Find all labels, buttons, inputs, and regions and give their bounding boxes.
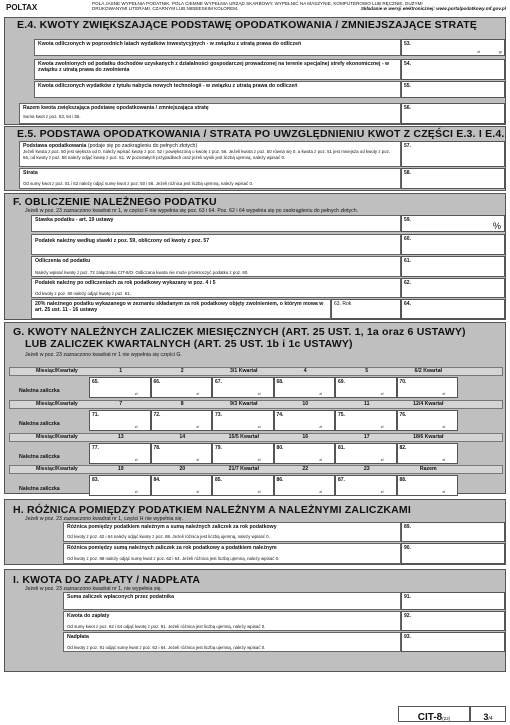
row-92-text: Kwota do zapłaty <box>67 613 110 619</box>
installment-field-number: 82. <box>399 445 407 451</box>
period-header: 2 <box>180 368 184 374</box>
period-header: 19 <box>117 466 124 472</box>
section-g <box>4 322 506 494</box>
installment-field-unit: zł <box>442 490 445 494</box>
form-version: (22) <box>442 716 451 721</box>
installment-field-unit: zł <box>134 392 138 396</box>
page-total: /4 <box>488 716 493 722</box>
period-header: 1 <box>119 368 123 374</box>
installment-field-number: 81. <box>338 445 345 451</box>
installment-field-unit: zł <box>380 392 384 396</box>
installment-field-number: 78. <box>153 445 161 451</box>
field-54[interactable] <box>401 59 505 80</box>
row-58-label <box>19 168 401 189</box>
period-header: 5 <box>365 368 369 374</box>
installment-field-number: 67. <box>215 379 222 385</box>
field-62-number: 62. <box>404 280 411 286</box>
installment-field-unit: zł <box>442 392 445 396</box>
installment-field-unit: zł <box>380 458 384 462</box>
row-59-label <box>31 215 401 232</box>
field-60[interactable] <box>401 234 505 255</box>
field-56[interactable] <box>401 103 505 124</box>
row-90-note: Od kwoty z poz. 88 należy odjąć sumę kwot z poz. 62 i 64. Jeżeli różnica jest liczbą ujemną, należy wpisać 0. <box>67 556 280 562</box>
installment-field-number: 72. <box>153 412 161 418</box>
row-62-note: Od kwoty z poz. 60 należy odjąć kwotę z poz. 61. <box>35 291 131 297</box>
period-header: 16 <box>302 434 309 440</box>
installments-header-row <box>9 400 503 409</box>
row-90-text: Różnica pomiędzy sumą należnych zaliczek za rok podatkowy a podatkiem należnym <box>67 545 277 551</box>
period-header: Razem <box>419 466 437 472</box>
installment-field-number: 75. <box>338 412 345 418</box>
field-93-number: 93. <box>404 634 411 640</box>
section-g-title-line1: G. KWOTY NALEŻNYCH ZALICZEK MIESIĘCZNYCH (ART. 25 UST. 1, 1a oraz 6 USTAWY) <box>13 326 466 338</box>
installment-field-79[interactable] <box>212 443 274 464</box>
installment-field-number: 69. <box>338 379 345 385</box>
installment-field-87[interactable] <box>335 475 397 496</box>
installment-field-number: 86. <box>276 477 284 483</box>
form-id-box <box>398 706 470 722</box>
installment-field-74[interactable] <box>274 410 336 431</box>
form-code: CIT-8 <box>417 712 443 723</box>
field-59-number: 59. <box>404 217 411 223</box>
installment-field-unit: zł <box>134 425 138 429</box>
row-57-text: Podstawa opodatkowania <box>23 143 87 149</box>
installment-field-number: 68. <box>276 379 284 385</box>
field-90-number: 90. <box>404 545 411 551</box>
installment-field-number: 80. <box>276 445 284 451</box>
field-61[interactable] <box>401 256 505 277</box>
row-58-note: Od sumy kwot z poz. 51 i 52 należy odjąć sumę kwot z poz. 50 i 56. Jeżeli różnica jest liczbą ujemną, należy wpisać 0. <box>23 181 254 187</box>
field-91-number: 91. <box>404 594 411 600</box>
installment-field-86[interactable] <box>274 475 336 496</box>
row-93-note: Od kwoty z poz. 91 odjąć sumę kwot z poz. 62 i 64. Jeżeli różnica jest liczbą ujemną, należy wpisać 0. <box>67 645 266 651</box>
page-number-box <box>470 706 506 722</box>
row-63-text: 20% należnego podatku wykazanego w zeznaniu składanym za rok podatkowy objęty zwolnieniem, o którym mowa w art. 25 ust. 11 - 16 ustawy <box>35 301 324 314</box>
installment-field-88[interactable] <box>397 475 459 496</box>
installment-field-unit: zł <box>319 490 322 494</box>
field-61-number: 61. <box>404 258 411 264</box>
installment-field-number: 71. <box>92 412 99 418</box>
section-i <box>4 569 506 672</box>
period-label: Miesiąc/Kwartały <box>36 434 78 440</box>
installment-field-75[interactable] <box>335 410 397 431</box>
field-53-unit: zł <box>477 50 480 54</box>
period-header: 8 <box>180 401 184 407</box>
period-header: 7 <box>119 401 123 407</box>
section-h <box>4 499 506 565</box>
percent-sign: % <box>492 221 501 231</box>
field-56-number: 56. <box>404 105 411 111</box>
instructions-line2: DRUKOWANYMI LITERAMI, CZARNYM LUB NIEBIESKIM KOLOREM. <box>92 6 239 12</box>
section-e4 <box>4 17 506 125</box>
field-92-number: 92. <box>404 613 411 619</box>
row-93-label <box>63 632 401 652</box>
period-label: Miesiąc/Kwartały <box>36 466 78 472</box>
installment-field-unit: zł <box>319 425 322 429</box>
installment-field-unit: zł <box>442 425 445 429</box>
field-53[interactable] <box>401 39 505 56</box>
section-f-title: F. OBLICZENIE NALEŻNEGO PODATKU <box>13 196 217 208</box>
field-54-number: 54. <box>404 61 411 67</box>
installment-field-number: 77. <box>92 445 99 451</box>
row-60-label <box>31 234 401 255</box>
installment-field-69[interactable] <box>335 377 397 398</box>
period-header: 11 <box>364 401 370 407</box>
installment-field-84[interactable] <box>151 475 213 496</box>
period-label: Miesiąc/Kwartały <box>36 401 78 407</box>
period-header: 20 <box>179 466 186 472</box>
installment-field-68[interactable] <box>274 377 336 398</box>
section-f-note: Jeżeli w poz. 23 zaznaczono kwadrat nr 1, w części F nie wypełnia się poz. 63 i 64. Poz. 62 i 64 wypełnia się po zaokrągleniu do pełnych złotych. <box>25 208 359 214</box>
period-header: 14 <box>179 434 186 440</box>
installment-field-number: 84. <box>153 477 161 483</box>
row-90-label <box>63 543 401 564</box>
field-90[interactable] <box>401 543 505 564</box>
period-header: 15/5 Kwartał <box>228 434 259 440</box>
row-55-text: Kwota odliczonych wydatków z tytułu nabycia nowych technologii - w związku z utratą prawa do odliczeń <box>38 83 298 89</box>
row-63-label <box>31 299 331 319</box>
period-header: 13 <box>117 434 124 440</box>
row-62-label <box>31 278 401 298</box>
installments-header-row <box>9 367 503 376</box>
period-header: 9/3 Kwartał <box>230 401 258 407</box>
period-header: 12/4 Kwartał <box>413 401 444 407</box>
field-91[interactable] <box>401 592 505 610</box>
row-62-text: Podatek należny po odliczeniach za rok podatkowy wykazany w poz. 4 i 5 <box>35 280 216 286</box>
period-label: Miesiąc/Kwartały <box>36 368 78 374</box>
field-63-year[interactable] <box>331 299 401 319</box>
installment-field-number: 87. <box>338 477 345 483</box>
field-53-gr: gr <box>498 50 502 54</box>
installment-field-66[interactable] <box>151 377 213 398</box>
installment-field-unit: zł <box>257 490 261 494</box>
installment-field-81[interactable] <box>335 443 397 464</box>
row-89-text: Różnica pomiędzy podatkiem należnym a sumą należnych zaliczek za rok podatkowy <box>67 524 277 530</box>
row-91-label <box>63 592 401 610</box>
installment-field-unit: zł <box>257 425 261 429</box>
row-91-text: Suma zaliczek wpłaconych przez podatnika <box>67 594 174 600</box>
installment-label: Należna zaliczka <box>19 486 60 492</box>
field-92[interactable] <box>401 611 505 631</box>
installment-field-number: 83. <box>92 477 99 483</box>
installment-field-unit: zł <box>257 392 261 396</box>
period-header: 18/6 Kwartał <box>413 434 444 440</box>
poltax-logo: POLTAX <box>6 3 38 12</box>
row-56-text: Razem kwota zwiększająca podstawę opodatkowania / zmniejszająca stratę <box>23 105 209 111</box>
installment-field-number: 88. <box>399 477 407 483</box>
field-64-number: 64. <box>404 301 411 307</box>
field-64[interactable] <box>401 299 505 319</box>
section-i-note: Jeżeli w poz. 23 zaznaczono kwadrat nr 1, nie wypełnia się. <box>25 586 162 592</box>
installment-field-unit: zł <box>380 425 384 429</box>
row-56-label <box>19 103 401 124</box>
period-header: 3/1 Kwartał <box>230 368 258 374</box>
installment-field-unit: zł <box>134 490 138 494</box>
section-h-title: H. RÓŻNICA POMIĘDZY PODATKIEM NALEŻNYM A NALEŻNYMI ZALICZKAMI <box>13 504 411 516</box>
row-61-note: Należy wpisać kwotę z poz. 72 załącznika CIT-8/O. Odliczana kwota nie może przekroczyć podatku z poz. 60. <box>35 270 249 276</box>
row-89-label <box>63 522 401 542</box>
field-89-number: 89. <box>404 524 411 530</box>
installment-field-82[interactable] <box>397 443 459 464</box>
installment-field-70[interactable] <box>397 377 459 398</box>
installment-field-83[interactable] <box>89 475 151 496</box>
row-60-text: Podatek należny według stawki z poz. 59, obliczony od kwoty z poz. 57 <box>35 238 210 244</box>
field-63-label: 63. Rok <box>334 301 352 307</box>
field-57[interactable] <box>401 141 505 167</box>
field-55[interactable] <box>401 81 505 98</box>
installment-field-71[interactable] <box>89 410 151 431</box>
section-g-title-line2: LUB ZALICZEK KWARTALNYCH (ART. 25 UST. 1b i 1c USTAWY) <box>25 338 353 350</box>
installment-field-unit: zł <box>442 458 445 462</box>
installment-label: Należna zaliczka <box>19 421 60 427</box>
row-55-label <box>34 81 401 98</box>
installment-field-number: 65. <box>92 379 99 385</box>
row-57-hint: (podaje się po zaokrągleniu do pełnych złotych) <box>87 143 198 149</box>
installment-field-78[interactable] <box>151 443 213 464</box>
section-h-note: Jeżeli w poz. 23 zaznaczono kwadrat nr 1, części H nie wypełnia się. <box>25 516 184 522</box>
period-header: 23 <box>363 466 370 472</box>
section-e5-title: E.5. PODSTAWA OPODATKOWANIA / STRATA PO UWZGLĘDNIENIU KWOT Z CZĘŚCI E.3. I E.4. <box>17 128 505 140</box>
period-header: 21/7 Kwartał <box>228 466 259 472</box>
installment-field-number: 73. <box>215 412 222 418</box>
section-e5 <box>4 126 506 191</box>
field-62[interactable] <box>401 278 505 298</box>
installment-field-unit: zł <box>134 458 138 462</box>
row-93-text: Nadpłata <box>67 634 89 640</box>
row-57-note: Jeżeli kwota z poz. 50 jest większa od 0, należy wpisać kwotę z poz. 52 i powiększoną o kwotę z poz. 56. Jeżeli kwota z poz. 50 równa się 0, a kwota z poz. 51 jest mniejsza od kwoty z poz. 56, od kwoty z poz. 56 należy odjąć kwotę z poz. 51. W pozostałych przypadkach oraz jeżeli wynik jest liczbą ujemną, należy wpisać 0. <box>23 149 391 160</box>
row-92-note: Od sumy kwot z poz. 62 i 64 odjąć kwotę z poz. 91. Jeżeli różnica jest liczbą ujemną, należy wpisać 0. <box>67 624 266 630</box>
period-header: 10 <box>302 401 309 407</box>
instructions-note <box>92 1 506 12</box>
installment-label: Należna zaliczka <box>19 388 60 394</box>
row-53-label <box>34 39 401 56</box>
period-header: 6/2 Kwartał <box>414 368 442 374</box>
installment-field-unit: zł <box>196 458 199 462</box>
page-number: 3 <box>483 712 489 722</box>
row-92-label <box>63 611 401 631</box>
installment-field-unit: zł <box>319 458 322 462</box>
e-filing-note: Składanie w wersji elektronicznej: www.portalpodatkowy.mf.gov.pl <box>360 6 506 12</box>
instructions-line1: POLA JASNE WYPEŁNIA PODATNIK. POLA CIEMNE WYPEŁNIA URZĄD SKARBOWY. WYPEŁNIĆ NA MASZYNIE, KOMPUTEROWO LUB RĘCZNIE, DUŻYMI <box>92 1 423 6</box>
row-56-note: Suma kwot z poz. 53, 54 i 55. <box>23 114 81 120</box>
installment-field-unit: zł <box>380 490 384 494</box>
installment-field-unit: zł <box>196 490 199 494</box>
section-i-title: I. KWOTA DO ZAPŁATY / NADPŁATA <box>13 574 201 586</box>
period-header: 22 <box>302 466 309 472</box>
period-header: 4 <box>303 368 307 374</box>
installment-field-unit: zł <box>196 425 199 429</box>
row-57-label <box>19 141 401 167</box>
row-54-text: Kwota zwolnionych od podatku dochodów uzyskanych z działalności gospodarczej prowadzonej na terenie specjalnej strefy ekonomicznej - w związku z utratą prawa do zwolnienia <box>38 61 390 74</box>
installment-field-unit: zł <box>257 458 261 462</box>
installment-field-number: 74. <box>276 412 284 418</box>
installment-field-77[interactable] <box>89 443 151 464</box>
installment-field-unit: zł <box>319 392 322 396</box>
field-89[interactable] <box>401 522 505 542</box>
installment-field-67[interactable] <box>212 377 274 398</box>
installment-field-number: 79. <box>215 445 222 451</box>
row-89-note: Od kwoty z poz. 62 i 64 należy odjąć kwotę z poz. 88. Jeżeli różnica jest liczbą ujemną, należy wpisać 0. <box>67 534 270 540</box>
installment-field-85[interactable] <box>212 475 274 496</box>
section-e4-title: E.4. KWOTY ZWIĘKSZAJĄCE PODSTAWĘ OPODATKOWANIA / ZMNIEJSZAJĄCE STRATĘ <box>17 19 478 31</box>
installment-field-number: 85. <box>215 477 222 483</box>
installment-field-unit: zł <box>196 392 199 396</box>
installment-field-72[interactable] <box>151 410 213 431</box>
installments-header-row <box>9 465 503 474</box>
section-g-note: Jeżeli w poz. 23 zaznaczono kwadrat nr 1 nie wypełnia się części G. <box>25 352 182 358</box>
row-54-label <box>34 59 401 80</box>
row-59-text: Stawka podatku - art. 19 ustawy <box>35 217 114 223</box>
installment-label: Należna zaliczka <box>19 454 60 460</box>
field-58-number: 58. <box>404 170 411 176</box>
row-61-label <box>31 256 401 277</box>
installments-header-row <box>9 433 503 442</box>
installment-field-number: 76. <box>399 412 407 418</box>
installment-field-76[interactable] <box>397 410 459 431</box>
field-55-number: 55. <box>404 83 411 89</box>
period-header: 17 <box>363 434 370 440</box>
installment-field-65[interactable] <box>89 377 151 398</box>
field-93[interactable] <box>401 632 505 652</box>
field-57-number: 57. <box>404 143 411 149</box>
row-53-text: Kwota odliczonych w poprzednich latach wydatków inwestycyjnych - w związku z utratą prawa do odliczeń <box>38 41 302 47</box>
installment-field-73[interactable] <box>212 410 274 431</box>
field-58[interactable] <box>401 168 505 189</box>
field-53-number: 53. <box>404 41 411 47</box>
section-f <box>4 193 506 320</box>
field-59[interactable] <box>401 215 505 232</box>
row-58-text: Strata <box>23 170 38 176</box>
row-61-text: Odliczenia od podatku <box>35 258 91 264</box>
field-60-number: 60. <box>404 236 411 242</box>
installment-field-80[interactable] <box>274 443 336 464</box>
installment-field-number: 70. <box>399 379 407 385</box>
installment-field-number: 66. <box>153 379 161 385</box>
